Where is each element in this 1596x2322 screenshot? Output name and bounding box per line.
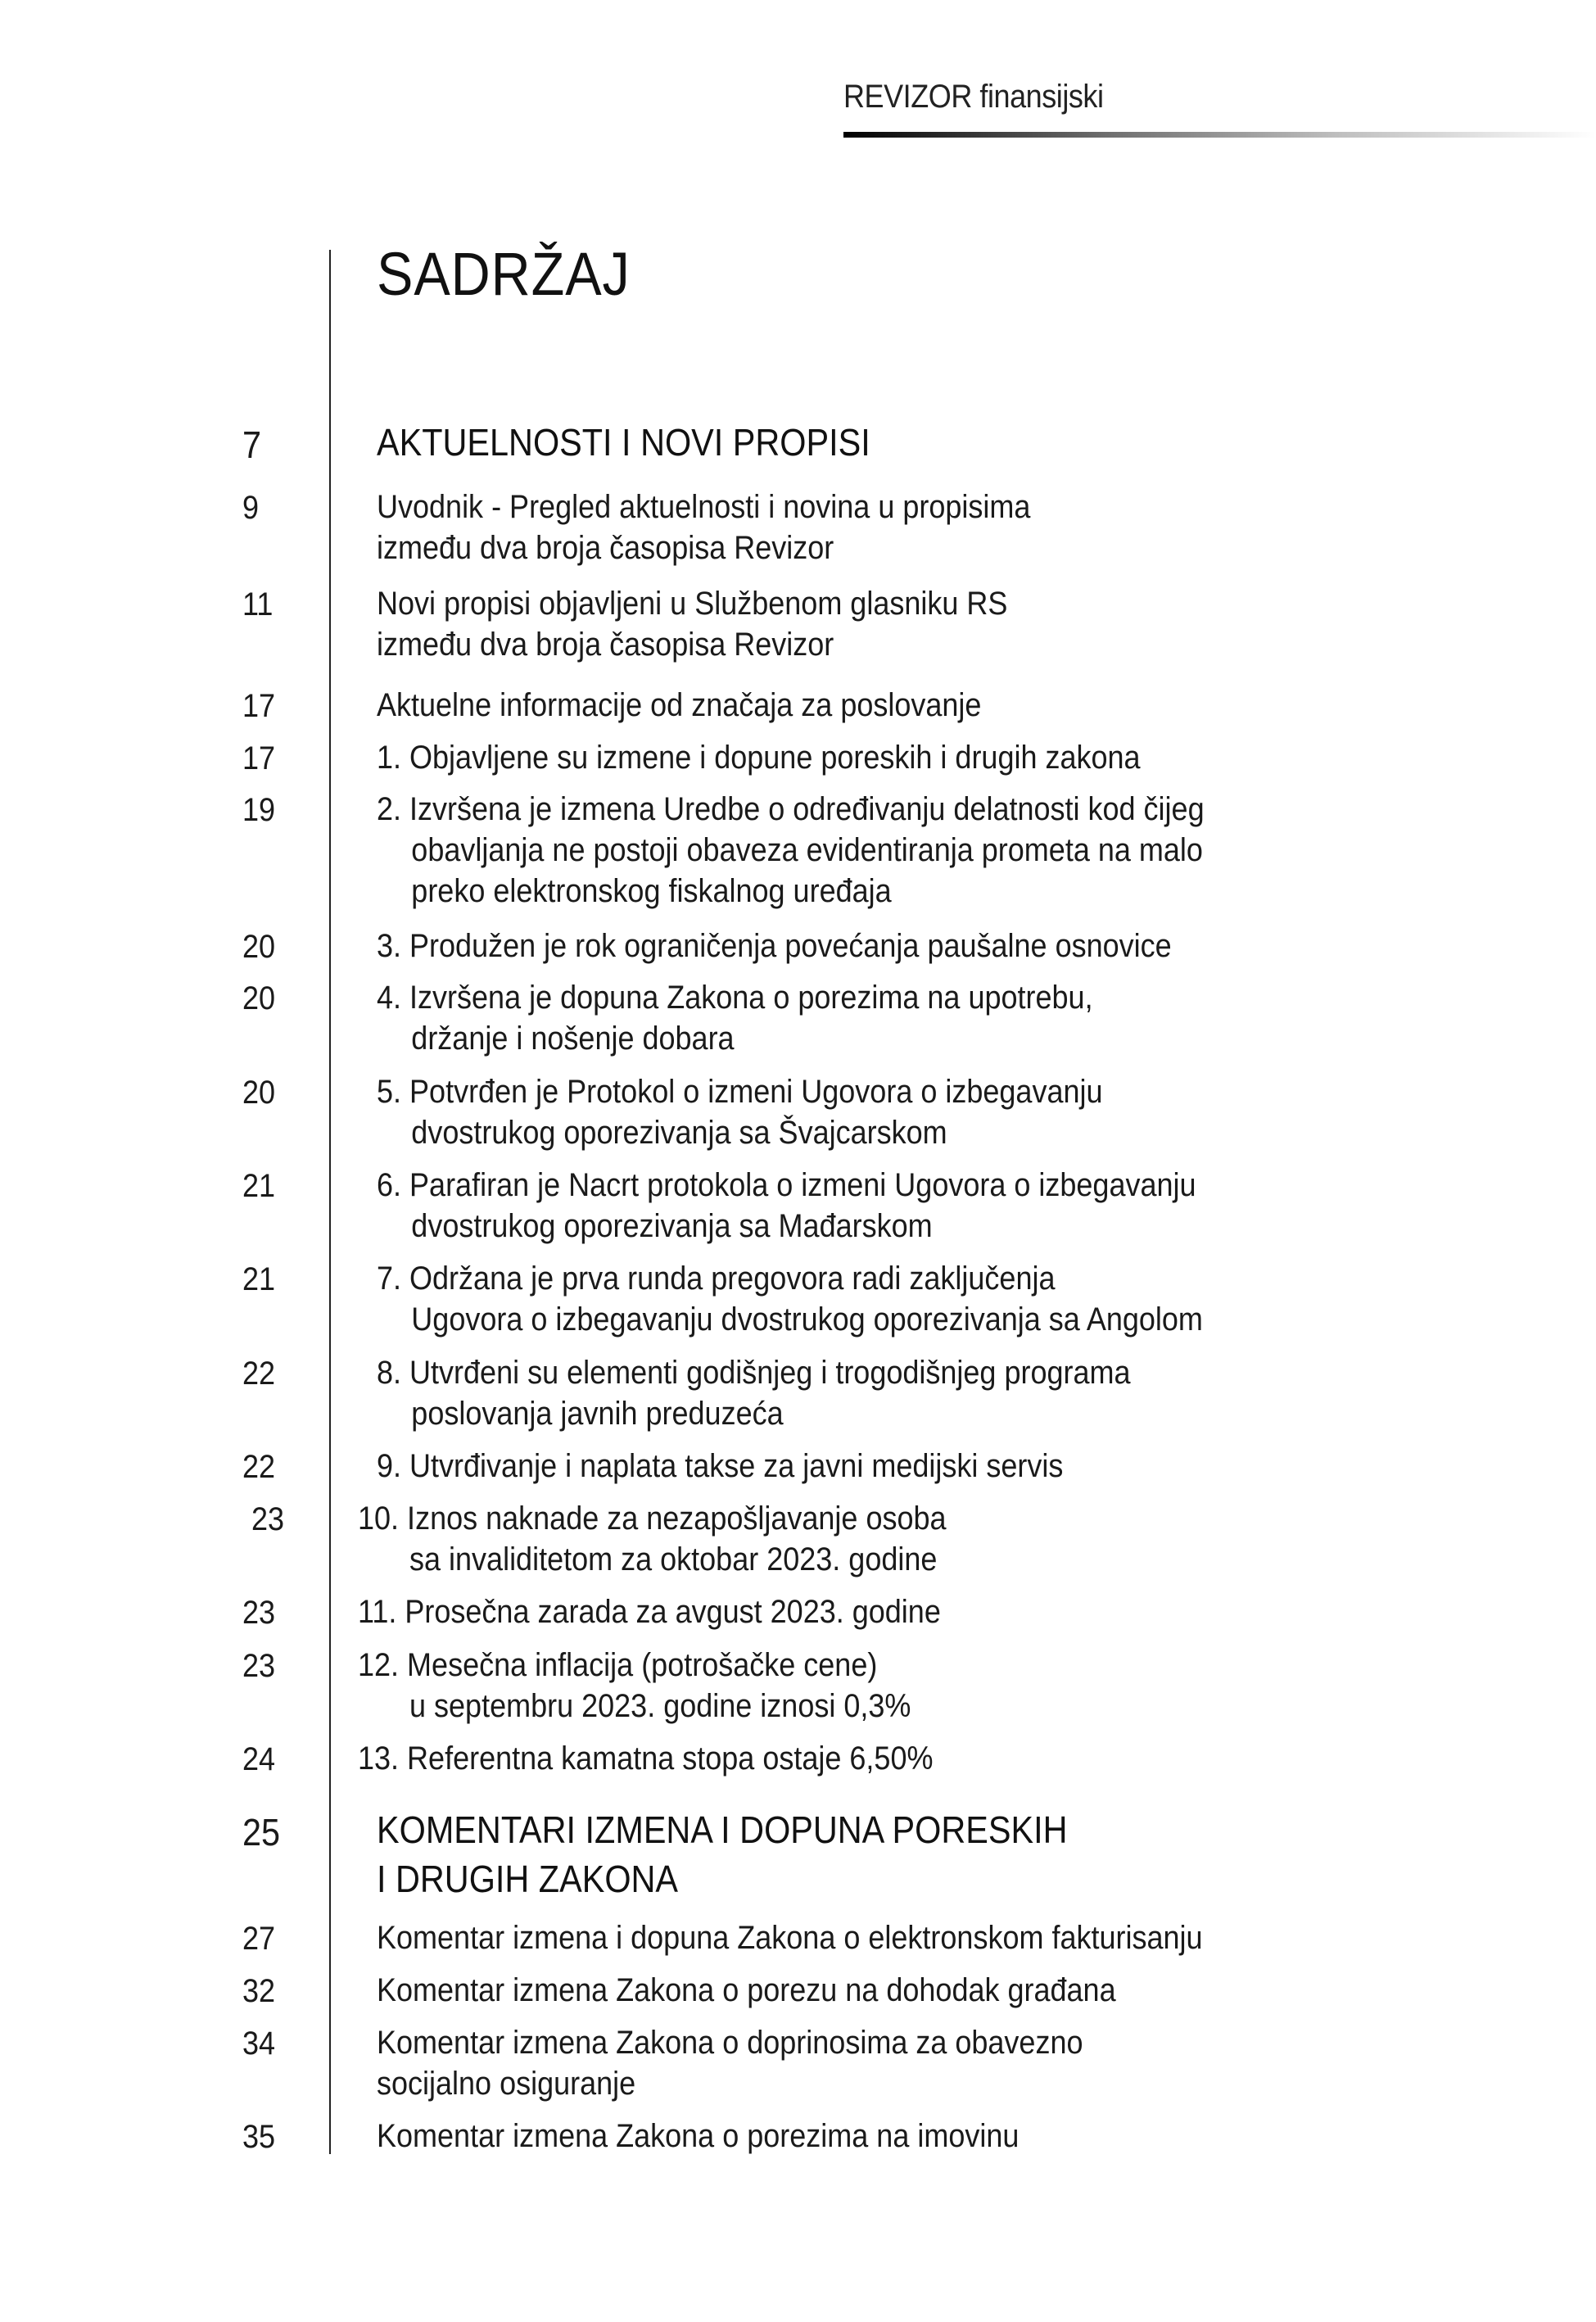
item-number: 5. bbox=[377, 1074, 402, 1110]
entry-title: 2. Izvršena je izmena Uredbe o određivanju delatnosti kod čijeg obavljanja ne postoji obaveza evidentiranja prometa na malo preko elektronskog fiskalnog uređaja bbox=[377, 791, 1205, 909]
page-title: SADRŽAJ bbox=[377, 240, 631, 308]
entry-title: 1. Objavljene su izmene i dopune poreskih i drugih zakona bbox=[377, 740, 1141, 776]
item-number: 11. bbox=[358, 1594, 397, 1630]
item-number: 3. bbox=[377, 928, 402, 964]
item-number: 13. bbox=[358, 1740, 400, 1777]
entry-title: 13. Referentna kamatna stopa ostaje 6,50% bbox=[358, 1740, 934, 1777]
entry-title: 11. Prosečna zarada za avgust 2023. godine bbox=[358, 1594, 941, 1630]
page-number: 22 bbox=[242, 1449, 276, 1485]
page-number: 9 bbox=[242, 490, 260, 526]
page-number: 7 bbox=[242, 423, 262, 466]
item-number: 8. bbox=[377, 1355, 402, 1391]
entry-title: Uvodnik - Pregled aktuelnosti i novina u propisima između dva broja časopisa Revizor bbox=[377, 489, 1031, 566]
entry-title: 3. Produžen je rok ograničenja povećanja paušalne osnovice bbox=[377, 928, 1172, 964]
entry-title: 8. Utvrđeni su elementi godišnjeg i trogodišnjeg programa poslovanja javnih preduzeća bbox=[377, 1355, 1131, 1432]
page-number: 23 bbox=[251, 1501, 285, 1537]
page-number: 21 bbox=[242, 1168, 276, 1204]
item-number: 6. bbox=[377, 1167, 402, 1203]
entry-title: Komentar izmena Zakona o doprinosima za obavezno socijalno osiguranje bbox=[377, 2025, 1083, 2102]
page-number: 20 bbox=[242, 929, 276, 965]
page-number: 27 bbox=[242, 1921, 276, 1957]
page-number: 21 bbox=[242, 1261, 276, 1297]
running-title: REVIZOR finansijski bbox=[843, 79, 1104, 115]
item-number: 4. bbox=[377, 980, 402, 1016]
entry-title: 7. Održana je prva runda pregovora radi zaključenja Ugovora o izbegavanju dvostrukog oporezivanja sa Angolom bbox=[377, 1261, 1203, 1338]
entry-title: 5. Potvrđen je Protokol o izmeni Ugovora o izbegavanju dvostrukog oporezivanja sa Švajcarskom bbox=[377, 1074, 1103, 1151]
entry-title: Novi propisi objavljeni u Službenom glasniku RS između dva broja časopisa Revizor bbox=[377, 586, 1008, 663]
item-number: 7. bbox=[377, 1261, 402, 1297]
entry-title: 12. Mesečna inflacija (potrošačke cene) u septembru 2023. godine iznosi 0,3% bbox=[358, 1647, 911, 1724]
page-number: 20 bbox=[242, 980, 276, 1016]
entry-title: 4. Izvršena je dopuna Zakona o porezima na upotrebu, držanje i nošenje dobara bbox=[377, 980, 1093, 1057]
page-number: 11 bbox=[242, 586, 274, 622]
section-heading: AKTUELNOSTI I NOVI PROPISI bbox=[377, 421, 870, 464]
section-heading: KOMENTARI IZMENA I DOPUNA PORESKIH I DRUGIH ZAKONA bbox=[377, 1808, 1068, 1900]
entry-title: Aktuelne informacije od značaja za poslovanje bbox=[377, 687, 982, 723]
page-number: 17 bbox=[242, 740, 276, 776]
page-number: 20 bbox=[242, 1075, 276, 1111]
entry-title: Komentar izmena Zakona o porezu na dohodak građana bbox=[377, 1972, 1116, 2008]
page-number: 22 bbox=[242, 1356, 276, 1392]
column-divider-line bbox=[329, 250, 331, 2154]
entry-title: 10. Iznos naknade za nezapošljavanje osoba sa invaliditetom za oktobar 2023. godine bbox=[358, 1500, 947, 1577]
entry-title: 9. Utvrđivanje i naplata takse za javni medijski servis bbox=[377, 1448, 1064, 1484]
page-number: 32 bbox=[242, 1973, 276, 2009]
entry-title: 6. Parafiran je Nacrt protokola o izmeni Ugovora o izbegavanju dvostrukog oporezivanja sa Mađarskom bbox=[377, 1167, 1196, 1244]
page-number: 34 bbox=[242, 2026, 276, 2062]
item-number: 9. bbox=[377, 1448, 402, 1484]
page-number: 23 bbox=[242, 1648, 276, 1684]
item-number: 12. bbox=[358, 1647, 400, 1683]
page-number: 24 bbox=[242, 1741, 276, 1777]
item-number: 10. bbox=[358, 1500, 400, 1537]
page-number: 35 bbox=[242, 2119, 276, 2155]
header-gradient-rule bbox=[843, 132, 1596, 138]
page-number: 19 bbox=[242, 792, 276, 828]
page-number: 17 bbox=[242, 688, 276, 724]
entry-title: Komentar izmena i dopuna Zakona o elektronskom fakturisanju bbox=[377, 1920, 1203, 1956]
page-number: 25 bbox=[242, 1811, 281, 1854]
entry-title: Komentar izmena Zakona o porezima na imovinu bbox=[377, 2118, 1020, 2154]
item-number: 2. bbox=[377, 791, 402, 827]
item-number: 1. bbox=[377, 740, 402, 776]
page-number: 23 bbox=[242, 1595, 276, 1631]
